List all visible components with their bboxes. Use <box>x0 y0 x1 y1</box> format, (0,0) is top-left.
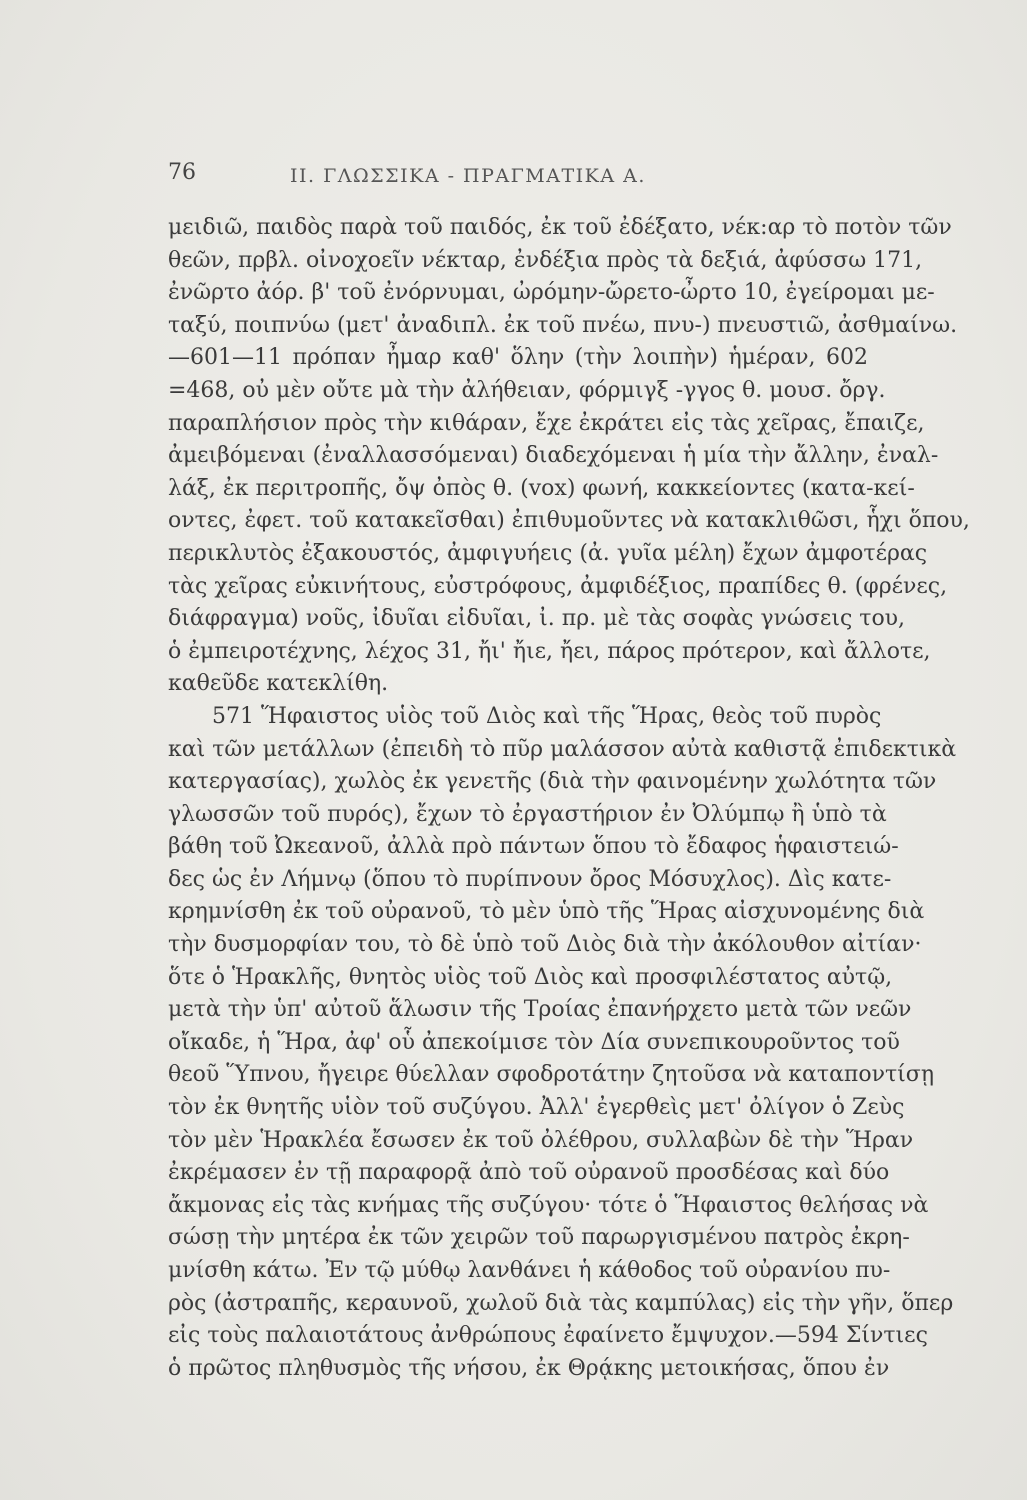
text-line: θεῶν, πρβλ. οἰνοχοεῖν νέκταρ, ἐνδέξια πρὸς τὰ δεξιά, ἀφύσσω 171, <box>168 247 923 273</box>
text-line: ταξύ, ποιπνύω (μετ' ἀναδιπλ. ἐκ τοῦ πνέω, πνυ-) πνευστιῶ, ἀσθμαίνω. <box>168 312 958 338</box>
text-line: μειδιῶ, παιδὸς παρὰ τοῦ παιδός, ἐκ τοῦ ἐδέξατο, νέκ:αρ τὸ ποτὸν τῶν <box>168 215 952 240</box>
text-line: διάφραγμα) νοῦς, ἰδυῖαι εἰδυῖαι, ἰ. πρ. μὲ τὰς σοφὰς γνώσεις του, <box>168 606 906 632</box>
running-head: II. ΓΛΩΣΣΙΚΑ - ΠΡΑΓΜΑΤΙΚΑ Α. <box>290 165 646 187</box>
text-line: παραπλήσιον πρὸς τὴν κιθάραν, ἔχε ἐκράτει εἰς τὰς χεῖρας, ἔπαιζε, <box>168 410 925 436</box>
text-line: σώσῃ τὴν μητέρα ἐκ τῶν χειρῶν τοῦ παρωργισμένου πατρὸς ἐκρη- <box>168 1225 910 1251</box>
text-line: οντες, ἐφετ. τοῦ κατακεῖσθαι) ἐπιθυμοῦντες νὰ κατακλιθῶσι, ἧχι ὅπου, <box>168 508 970 534</box>
text-line: 571 Ἥφαιστος υἱὸς τοῦ Διὸς καὶ τῆς Ἥρας, θεὸς τοῦ πυρὸς <box>212 703 882 729</box>
text-line: μετὰ τὴν ὑπ' αὐτοῦ ἅλωσιν τῆς Τροίας ἐπανήρχετο μετὰ τῶν νεῶν <box>168 997 912 1023</box>
text-line: κρημνίσθη ἐκ τοῦ οὐρανοῦ, τὸ μὲν ὑπὸ τῆς Ἥρας αἰσχυνομένης διὰ <box>168 899 925 925</box>
text-line: ἄκμονας εἰς τὰς κνήμας τῆς συζύγου· τότε ὁ Ἥφαιστος θελήσας νὰ <box>168 1192 929 1218</box>
text-line: γλωσσῶν τοῦ πυρός), ἔχων τὸ ἐργαστήριον ἐν Ὀλύμπῳ ἢ ὑπὸ τὰ <box>168 801 887 827</box>
text-line: ὁ ἐμπειροτέχνης, λέχος 31, ἤι' ἤιε, ἤει, πάρος πρότερον, καὶ ἄλλοτε, <box>168 638 931 664</box>
text-line: ἐνῶρτο ἀόρ. β' τοῦ ἐνόρνυμαι, ὠρόμην-ὤρετο-ὦρτο 10, ἐγείρομαι με- <box>168 280 935 306</box>
text-line: ὅτε ὁ Ἡρακλῆς, θνητὸς υἱὸς τοῦ Διὸς καὶ προσφιλέστατος αὐτῷ, <box>168 964 893 990</box>
text-line: λάξ, ἐκ περιτροπῆς, ὄψ ὀπὸς θ. (vox) φωνή, κακκείοντες (κατα-κεί- <box>168 475 915 501</box>
text-line: οἴκαδε, ἡ Ἥρα, ἀφ' οὗ ἀπεκοίμισε τὸν Δία συνεπικουροῦντος τοῦ <box>168 1029 900 1055</box>
text-line: καθεῦδε κατεκλίθη. <box>168 671 389 697</box>
text-line: περικλυτὸς ἐξακουστός, ἀμφιγυήεις (ἀ. γυῖα μέλη) ἔχων ἀμφοτέρας <box>168 540 928 566</box>
page-number: 76 <box>168 160 196 185</box>
text-line: τὴν δυσμορφίαν του, τὸ δὲ ὑπὸ τοῦ Διὸς διὰ τὴν ἀκόλουθον αἰτίαν· <box>168 932 922 958</box>
text-line: εἰς τοὺς παλαιοτάτους ἀνθρώπους ἐφαίνετο ἔμψυχον.—594 Σίντιες <box>168 1323 928 1349</box>
text-line: βάθη τοῦ Ὠκεανοῦ, ἀλλὰ πρὸ πάντων ὅπου τὸ ἔδαφος ἡφαιστειώ- <box>168 834 899 860</box>
text-line: θεοῦ Ὕπνου, ἤγειρε θύελλαν σφοδροτάτην ζητοῦσα νὰ καταποντίσῃ <box>168 1062 934 1088</box>
text-line: τὸν ἐκ θνητῆς υἱὸν τοῦ συζύγου. Ἀλλ' ἐγερθεὶς μετ' ὀλίγον ὁ Ζεὺς <box>168 1095 905 1121</box>
text-line: =468, οὐ μὲν οὔτε μὰ τὴν ἀλήθειαν, φόρμιγξ -γγος θ. μουσ. ὄργ. <box>168 377 886 403</box>
text-line: ἐκρέμασεν ἐν τῇ παραφορᾷ ἀπὸ τοῦ οὐρανοῦ προσδέσας καὶ δύο <box>168 1160 890 1186</box>
text-line: δες ὡς ἐν Λήμνῳ (ὅπου τὸ πυρίπνουν ὄρος Μόσυχλος). Δὶς κατε- <box>168 866 892 892</box>
text-line: τὸν μὲν Ἡρακλέα ἔσωσεν ἐκ τοῦ ὀλέθρου, συλλαβὼν δὲ τὴν Ἥραν <box>168 1127 914 1153</box>
text-line: μνίσθη κάτω. Ἐν τῷ μύθῳ λανθάνει ἡ κάθοδος τοῦ οὐρανίου πυ- <box>168 1258 891 1283</box>
text-line: κατεργασίας), χωλὸς ἐκ γενετῆς (διὰ τὴν φαινομένην χωλότητα τῶν <box>168 769 937 795</box>
text-line: τὰς χεῖρας εὐκινήτους, εὐστρόφους, ἀμφιδέξιος, πραπίδες θ. (φρένες, <box>168 573 948 599</box>
text-line: ὁ πρῶτος πληθυσμὸς τῆς νήσου, ἐκ Θρᾴκης μετοικήσας, ὅπου ἐν <box>168 1355 890 1381</box>
text-line: ἀμειβόμεναι (ἐναλλασσόμεναι) διαδεχόμεναι ἡ μία τὴν ἄλλην, ἐναλ- <box>168 443 939 469</box>
text-line: ρὸς (ἀστραπῆς, κεραυνοῦ, χωλοῦ διὰ τὰς καμπύλας) εἰς τὴν γῆν, ὅπερ <box>168 1290 954 1316</box>
body-text <box>168 212 970 1385</box>
text-line: καὶ τῶν μετάλλων (ἐπειδὴ τὸ πῦρ μαλάσσον αὐτὰ καθιστᾷ ἐπιδεκτικὰ <box>168 736 957 762</box>
text-line: —601—11 πρόπαν ἦμαρ καθ' ὅλην (τὴν λοιπὴν) ἡμέραν, 602 <box>168 345 868 371</box>
